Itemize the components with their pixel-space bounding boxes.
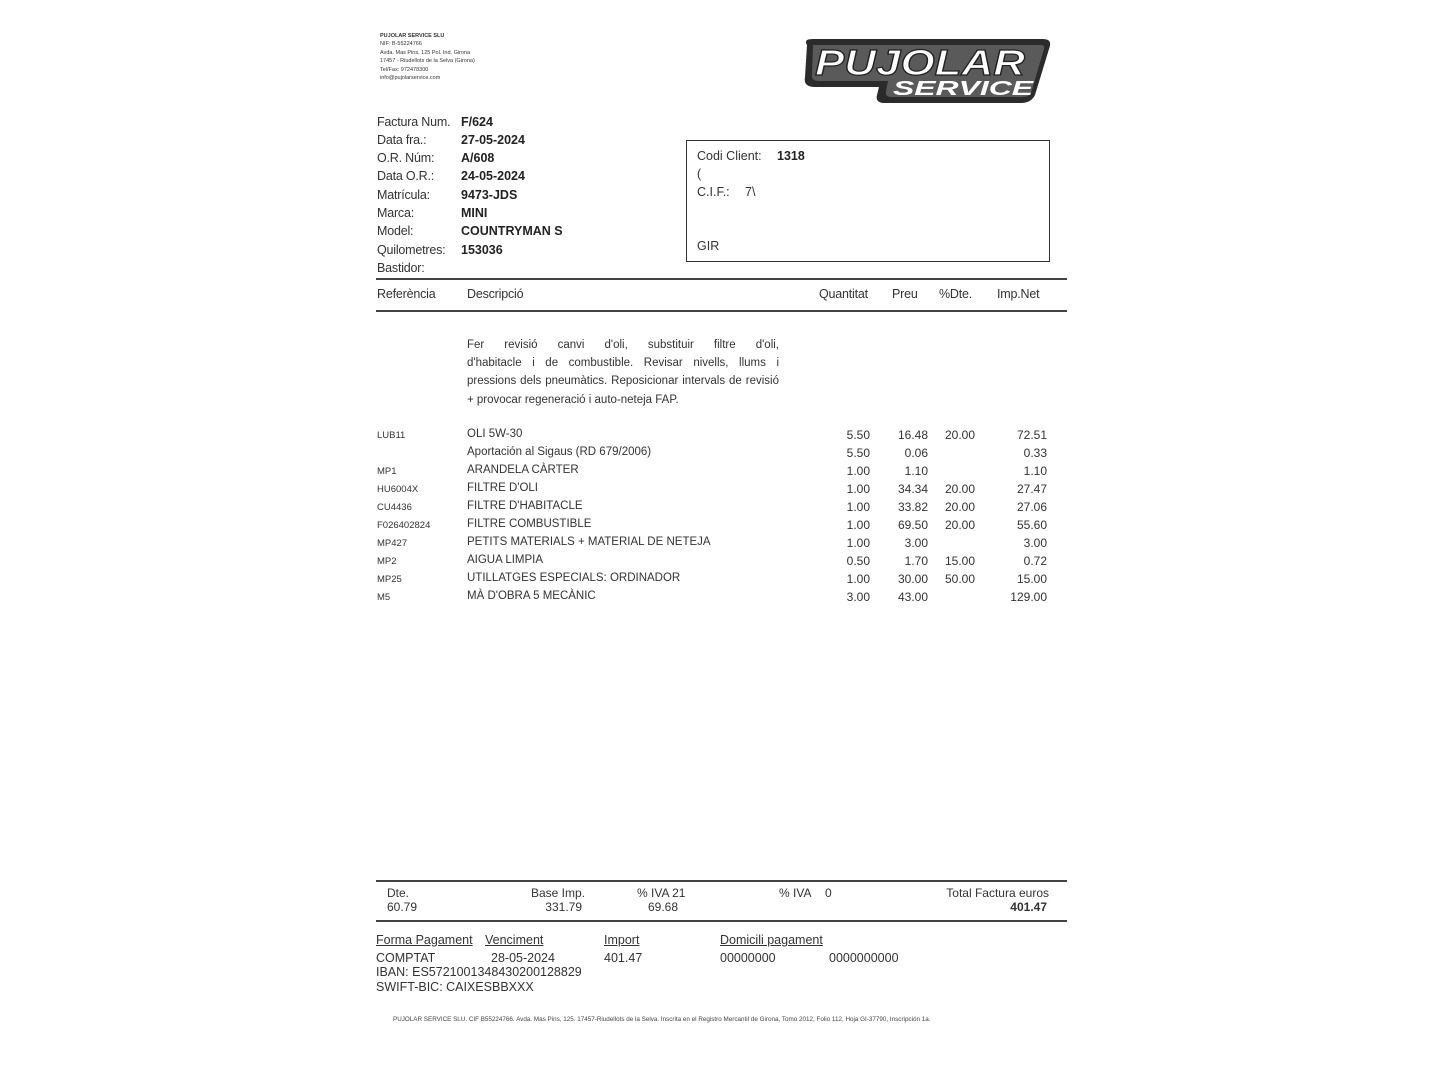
header-quantity: Quantitat [819, 287, 868, 301]
row-net: 0.33 [1023, 446, 1047, 460]
domicile-account-1: 00000000 [720, 951, 776, 965]
table-row [0, 446, 1440, 464]
company-phone: Tel/Fax: 972478300 [380, 66, 429, 73]
row-discount: 20.00 [944, 518, 975, 532]
row-quantity: 1.00 [846, 518, 870, 532]
company-city: 17457 - Riudellots de la Selva (Girona) [380, 58, 475, 65]
brand-label: Marca: [377, 206, 415, 220]
plate-value: 9473-JDS [461, 188, 518, 202]
or-number-label: O.R. Núm: [377, 151, 435, 165]
client-cif-value: 7\ [745, 185, 756, 199]
table-row [0, 518, 1440, 536]
description-line: Fer revisió canvi d'oli, substituir filtre d'oli, [467, 339, 779, 351]
client-code-label: Codi Client: [697, 149, 762, 163]
discount-total-label: Dte. [387, 886, 410, 900]
payment-method-header: Forma Pagament [376, 933, 473, 947]
row-quantity: 0.50 [846, 554, 870, 568]
work-description [467, 336, 779, 409]
row-reference: HU6004X [377, 484, 419, 495]
vat21-label: % IVA 21 [637, 886, 686, 900]
row-net: 27.47 [1016, 482, 1047, 496]
row-price: 33.82 [897, 500, 928, 514]
table-row [0, 482, 1440, 500]
invoice-total-value: 401.47 [1010, 900, 1047, 914]
iban: IBAN: ES5721001348430200128829 [376, 965, 582, 979]
row-description: ARANDELA CÀRTER [467, 464, 579, 476]
company-name: PUJOLAR SERVICE SLU [380, 33, 445, 39]
row-discount: 50.00 [944, 572, 975, 586]
description-line: pressions dels pneumàtics. Reposicionar intervals de revisió [467, 375, 779, 388]
payment-domicile-header: Domicili pagament [720, 933, 823, 947]
row-description: PETITS MATERIALS + MATERIAL DE NETEJA [467, 536, 711, 548]
table-row [0, 536, 1440, 554]
km-value: 153036 [461, 243, 503, 257]
row-quantity: 3.00 [846, 590, 870, 604]
amount-header: Import [604, 933, 640, 947]
discount-total-value: 60.79 [387, 900, 418, 914]
client-name: ( [697, 167, 702, 181]
invoice-number-label: Factura Num. [377, 115, 451, 129]
row-reference: LUB11 [377, 430, 406, 441]
row-reference: CU4436 [377, 502, 412, 513]
logo-text-bottom: SERVICE [893, 78, 1035, 100]
legal-footer: PUJOLAR SERVICE SLU. CIF B55224766. Avda. Mas Pins, 125. 17457-Riudellots de la Selva. Inscrita en el Registro Mercantil de Girona, Tomo 2012, Folio 112, Hoja GI-37790, Inscripción 1a. [393, 1016, 931, 1023]
tax-base-label: Base Imp. [530, 886, 585, 900]
header-net-amount: Imp.Net [997, 287, 1040, 301]
row-price: 16.48 [897, 428, 928, 442]
row-price: 1.10 [904, 464, 928, 478]
totals-top-rule [376, 880, 1067, 882]
row-quantity: 1.00 [846, 500, 870, 514]
due-date-header: Venciment [485, 933, 544, 947]
row-quantity: 5.50 [846, 446, 870, 460]
row-price: 34.34 [897, 482, 928, 496]
row-quantity: 5.50 [846, 428, 870, 442]
tax-base-value: 331.79 [545, 900, 582, 914]
company-email: info@pujolarservice.com [380, 75, 441, 82]
row-net: 72.51 [1016, 428, 1047, 442]
company-nif: NIF: B-55224766 [380, 41, 422, 48]
row-reference: MP1 [377, 466, 397, 477]
client-city: GIR [697, 239, 720, 253]
row-reference: M5 [377, 592, 391, 603]
invoice-number-value: F/624 [461, 115, 493, 129]
row-price: 0.06 [904, 446, 928, 460]
vat-value: 0 [825, 886, 832, 900]
table-row [0, 464, 1440, 482]
logo-text-top: PUJOLAR [815, 42, 1025, 83]
row-description: FILTRE COMBUSTIBLE [467, 518, 592, 530]
row-description: AIGUA LIMPIA [467, 554, 544, 566]
row-description: Aportación al Sigaus (RD 679/2006) [467, 446, 652, 458]
swift-bic: SWIFT-BIC: CAIXESBBXXX [376, 980, 534, 994]
row-description: FILTRE D'HABITACLE [467, 500, 583, 512]
row-discount: 20.00 [944, 428, 975, 442]
row-reference: MP25 [377, 574, 402, 585]
table-row [0, 590, 1440, 608]
row-discount: 20.00 [944, 500, 975, 514]
client-box [686, 140, 1050, 262]
table-row [0, 500, 1440, 518]
or-number-value: A/608 [461, 151, 495, 165]
invoice-date-value: 27-05-2024 [461, 133, 525, 147]
table-header-rule [376, 310, 1067, 312]
header-price: Preu [892, 287, 918, 301]
row-net: 15.00 [1016, 572, 1047, 586]
description-line: + provocar regeneració i auto-neteja FAP. [467, 393, 679, 406]
description-line: d'habitacle i de combustible. Revisar nivells, llums i [467, 357, 779, 370]
company-address: Avda. Mas Pins, 125 Pol. Ind. Girona [380, 49, 471, 56]
row-description: FILTRE D'OLI [467, 482, 538, 494]
plate-label: Matrícula: [377, 188, 430, 202]
or-date-value: 24-05-2024 [461, 169, 525, 183]
chassis-label: Bastidor: [377, 261, 425, 275]
brand-value: MINI [461, 206, 488, 220]
row-description: MÀ D'OBRA 5 MECÀNIC [467, 590, 596, 602]
domicile-account-2: 0000000000 [829, 951, 899, 965]
row-description: UTILLATGES ESPECIALS: ORDINADOR [467, 572, 681, 584]
pujolar-service-logo [795, 35, 1055, 107]
invoice-date-label: Data fra.: [377, 133, 427, 147]
row-discount: 15.00 [944, 554, 975, 568]
header-discount: %Dte. [939, 287, 973, 301]
model-label: Model: [377, 224, 414, 238]
row-quantity: 1.00 [846, 572, 870, 586]
row-quantity: 1.00 [846, 464, 870, 478]
row-price: 69.50 [897, 518, 928, 532]
row-price: 43.00 [897, 590, 928, 604]
header-description: Descripció [467, 287, 524, 301]
table-row [0, 572, 1440, 590]
row-net: 55.60 [1016, 518, 1047, 532]
row-reference: F026402824 [377, 520, 431, 531]
row-price: 30.00 [897, 572, 928, 586]
row-net: 129.00 [1010, 590, 1047, 604]
table-top-rule [376, 278, 1067, 280]
row-quantity: 1.00 [846, 536, 870, 550]
amount-value: 401.47 [604, 951, 643, 965]
vat-label: % IVA [779, 886, 812, 900]
row-net: 0.72 [1023, 554, 1047, 568]
row-description: OLI 5W-30 [467, 428, 523, 440]
company-address-block [380, 32, 580, 82]
row-reference: MP2 [377, 556, 397, 567]
row-discount: 20.00 [944, 482, 975, 496]
client-code-value: 1318 [777, 149, 805, 163]
due-date-value: 28-05-2024 [491, 951, 555, 965]
row-quantity: 1.00 [846, 482, 870, 496]
model-value: COUNTRYMAN S [461, 224, 563, 238]
table-row [0, 428, 1440, 446]
table-row [0, 554, 1440, 572]
km-label: Quilometres: [377, 243, 446, 257]
payment-method-value: COMPTAT [376, 951, 436, 965]
invoice-total-label: Total Factura euros [946, 886, 1049, 900]
client-cif-label: C.I.F.: [697, 185, 730, 199]
vat21-value: 69.68 [648, 900, 679, 914]
row-net: 27.06 [1016, 500, 1047, 514]
row-net: 3.00 [1023, 536, 1047, 550]
row-price: 1.70 [904, 554, 928, 568]
row-net: 1.10 [1023, 464, 1047, 478]
row-reference: MP427 [377, 538, 408, 549]
row-price: 3.00 [904, 536, 928, 550]
header-reference: Referència [377, 287, 436, 301]
or-date-label: Data O.R.: [377, 169, 435, 183]
totals-bottom-rule [376, 920, 1067, 922]
